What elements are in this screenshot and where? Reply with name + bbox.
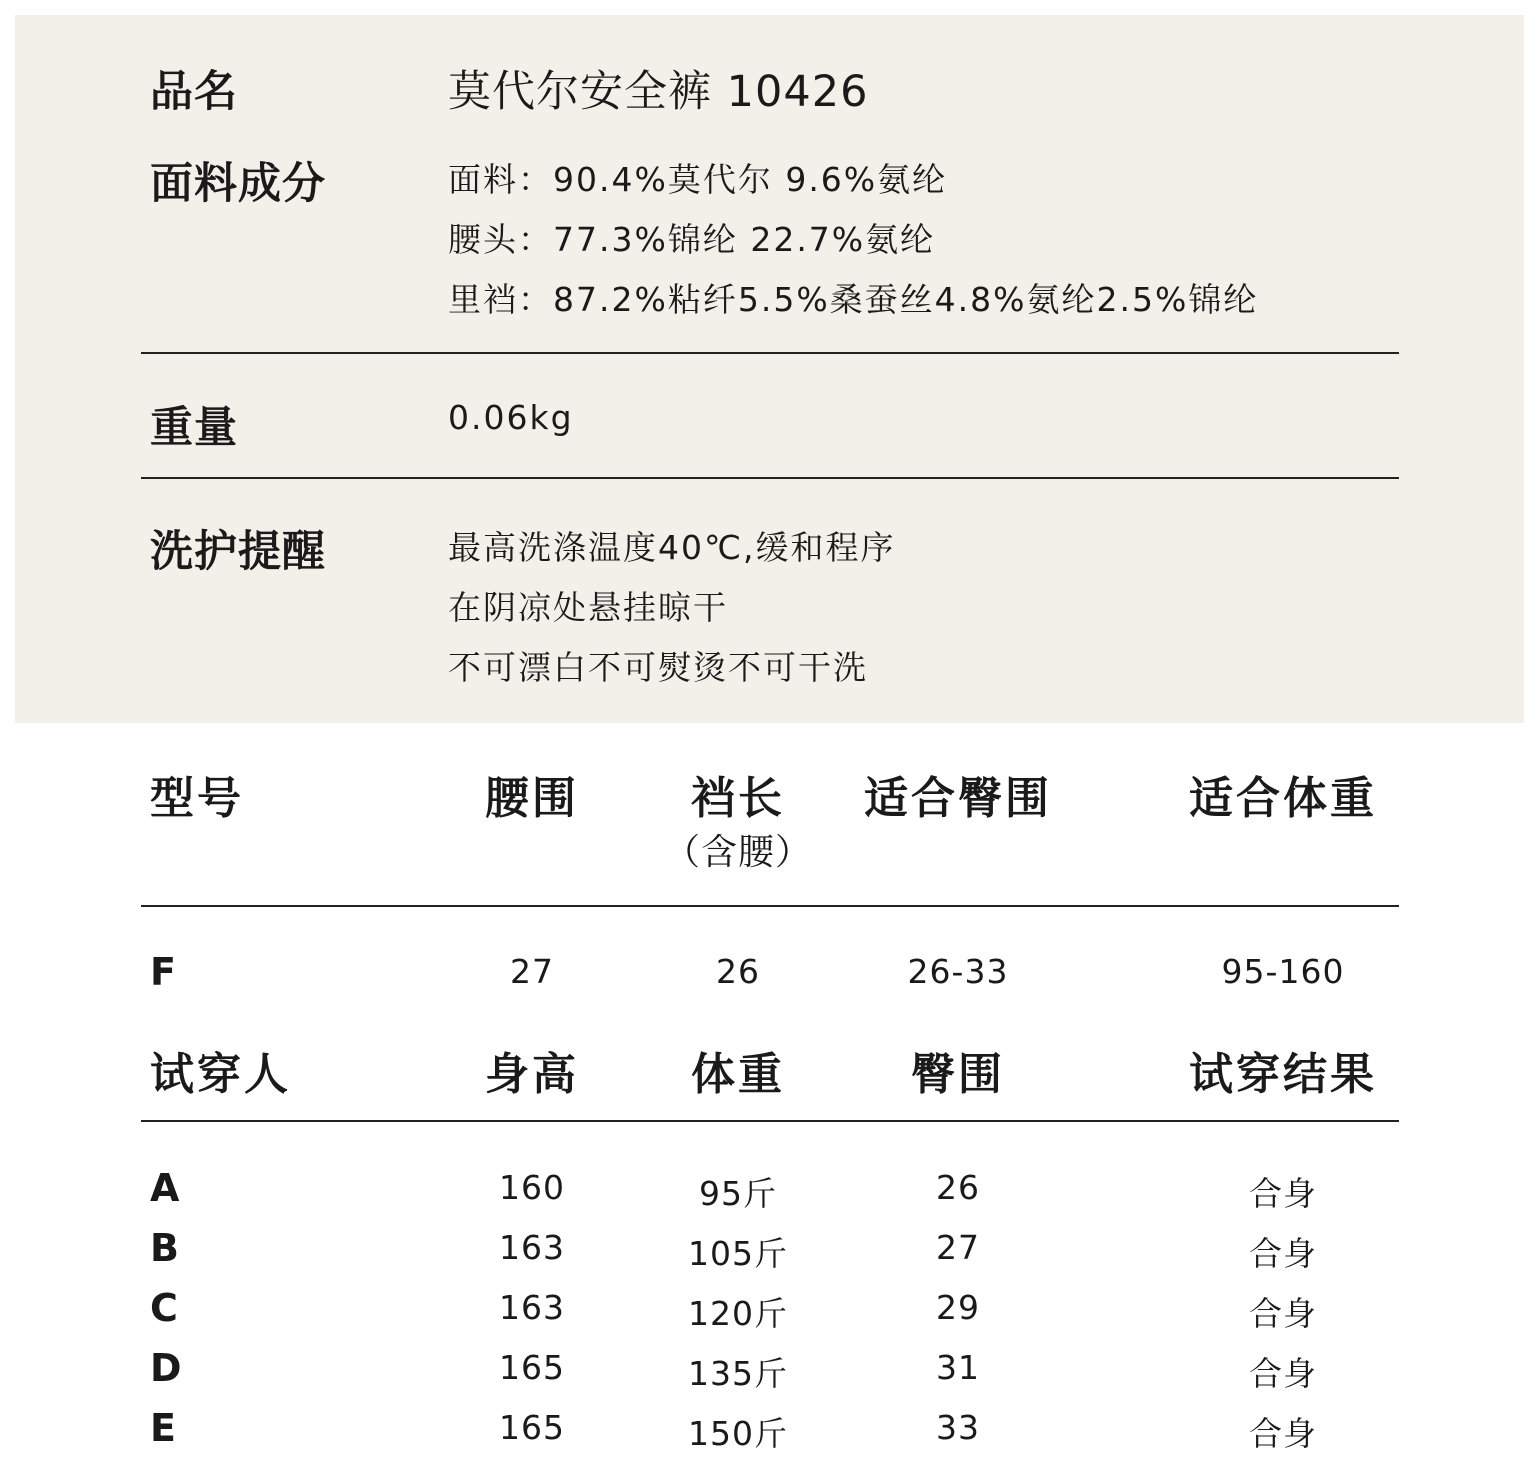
trial-row-hip: 27 — [936, 1228, 980, 1267]
care-line: 在阴凉处悬挂晾干 — [448, 588, 728, 627]
size-header-model: 型号 — [150, 773, 244, 824]
size-header-weight: 适合体重 — [1189, 773, 1377, 824]
fabric-line: 面料：90.4%莫代尔 9.6%氨纶 — [448, 160, 948, 199]
care-label: 洗护提醒 — [150, 527, 326, 577]
trial-row-weight: 95斤 — [699, 1174, 777, 1213]
trial-row-hip: 31 — [936, 1348, 980, 1387]
trial-row-person: B — [150, 1226, 179, 1270]
trial-row-weight: 105斤 — [688, 1234, 788, 1273]
trial-row-weight: 120斤 — [688, 1294, 788, 1333]
trial-row-height: 163 — [499, 1228, 565, 1267]
trial-row-result: 合身 — [1249, 1354, 1317, 1393]
divider — [141, 905, 1399, 907]
trial-row-height: 160 — [499, 1168, 565, 1207]
size-header-waist: 腰围 — [485, 773, 579, 824]
divider — [141, 1120, 1399, 1122]
trial-row-height: 165 — [499, 1348, 565, 1387]
size-row-model: F — [150, 950, 176, 994]
trial-row-person: E — [150, 1406, 176, 1450]
weight-value: 0.06kg — [448, 398, 574, 437]
divider — [141, 477, 1399, 479]
product-name-label: 品名 — [150, 67, 238, 117]
care-line: 最高洗涤温度40℃,缓和程序 — [448, 528, 896, 567]
fabric-label: 面料成分 — [150, 159, 326, 209]
size-row-rise: 26 — [716, 952, 760, 991]
trial-header-person: 试穿人 — [150, 1049, 291, 1100]
fabric-line: 里裆：87.2%粘纤5.5%桑蚕丝4.8%氨纶2.5%锦纶 — [448, 280, 1259, 319]
size-row-weight: 95-160 — [1221, 952, 1345, 991]
size-row-hip: 26-33 — [907, 952, 1009, 991]
trial-row-person: C — [150, 1286, 178, 1330]
divider — [141, 352, 1399, 354]
trial-row-result: 合身 — [1249, 1174, 1317, 1213]
trial-row-person: D — [150, 1346, 182, 1390]
trial-row-weight: 135斤 — [688, 1354, 788, 1393]
trial-header-weight: 体重 — [691, 1049, 785, 1100]
trial-row-hip: 33 — [936, 1408, 980, 1447]
size-header-rise: 裆长 — [691, 773, 785, 824]
trial-row-height: 165 — [499, 1408, 565, 1447]
trial-header-hip: 臀围 — [911, 1049, 1005, 1100]
trial-row-hip: 29 — [936, 1288, 980, 1327]
trial-row-result: 合身 — [1249, 1414, 1317, 1453]
trial-row-person: A — [150, 1166, 180, 1210]
fabric-line: 腰头：77.3%锦纶 22.7%氨纶 — [448, 220, 936, 259]
product-name-value: 莫代尔安全裤 10426 — [448, 67, 869, 117]
care-line: 不可漂白不可熨烫不可干洗 — [448, 648, 868, 687]
trial-header-result: 试穿结果 — [1189, 1049, 1377, 1100]
weight-label: 重量 — [150, 403, 238, 453]
trial-row-result: 合身 — [1249, 1294, 1317, 1333]
trial-row-weight: 150斤 — [688, 1414, 788, 1453]
trial-row-hip: 26 — [936, 1168, 980, 1207]
trial-header-height: 身高 — [485, 1049, 579, 1100]
trial-row-height: 163 — [499, 1288, 565, 1327]
product-info-panel — [15, 15, 1524, 723]
size-header-hip: 适合臀围 — [864, 773, 1052, 824]
size-row-waist: 27 — [510, 952, 554, 991]
trial-row-result: 合身 — [1249, 1234, 1317, 1273]
size-header-rise-note: （含腰） — [663, 832, 813, 873]
